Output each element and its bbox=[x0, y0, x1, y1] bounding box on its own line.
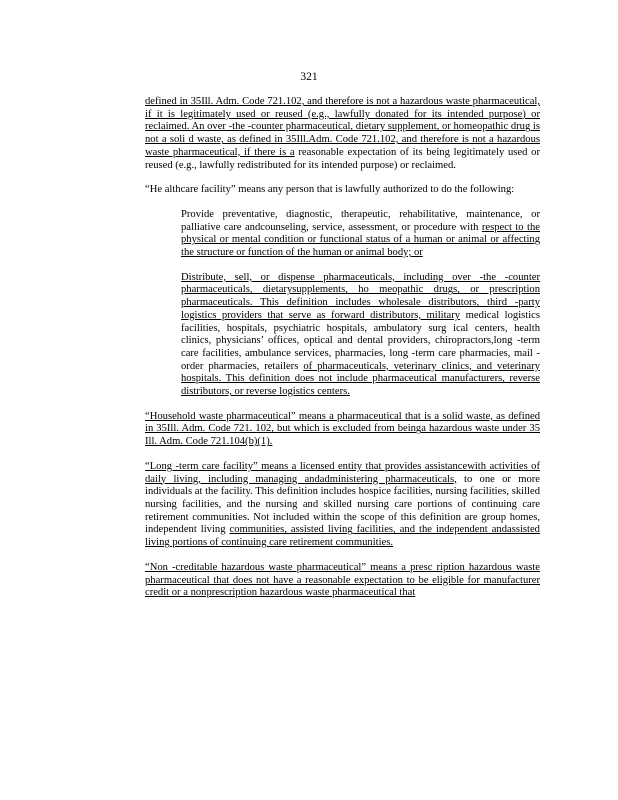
underlined-text: Distribute, sell, or dispense pharmaceuticals, including over -the -counter pharmaceuticals, dietarysupplements, ho meopathic drugs, or prescription pharmaceuticals. This definition includes wholesale distributors, third -party logistics providers that serve as forward distributors, military bbox=[181, 271, 540, 321]
paragraph-long-term-care bbox=[145, 461, 540, 550]
paragraph-non-creditable bbox=[145, 562, 540, 600]
underlined-text: of pharmaceuticals, veterinary clinics, and veterinary hospitals. This definition does not include pharmaceutical manufacturers, reverse distributors, or reverse logistics centers. bbox=[181, 360, 540, 398]
underlined-text: “Long -term care facility” means a licensed entity that provides assistancewith activities of daily living, including managing andadministering pharmaceuticals, bbox=[145, 460, 540, 485]
underlined-text: “Household waste pharmaceutical” means a pharmaceutical that is a solid waste, as defined in 35Ill. Adm. Code 721. 102, but which is excluded from beinga hazardous waste under 35 Ill. Adm. Code 721.104(b)(1). bbox=[145, 410, 540, 448]
document-body bbox=[145, 96, 540, 612]
plain-text: reasonable expectation of its being legitimately used or reused (e.g., lawfully redistributed for its intended purpose) or reclaimed. bbox=[145, 146, 540, 171]
paragraph-healthcare-facility bbox=[145, 184, 540, 197]
paragraph-household-waste bbox=[145, 411, 540, 449]
underlined-text: communities, assisted living facilities, and the independent andassisted living portions of continuing care retirement communities. bbox=[145, 524, 540, 549]
plain-text: medical logistics facilities, hospitals, psychiatric hospitals, ambulatory surg ical centers, health clinics, physicians’ offices, optical and dental providers, chiropractors,long -term care facilities, ambulance services, pharmacies, long -term care pharmacies, mail -order pharmacies, retailers bbox=[181, 309, 540, 372]
underlined-text: “Non -creditable hazardous waste pharmaceutical” means a presc ription hazardous waste pharmaceutical that does not have a reasonable expectation to be eligible for manufacturer credit or a nonprescription hazardous waste pharmaceutical that bbox=[145, 561, 540, 599]
plain-text: “He althcare facility” means any person that is lawfully authorized to do the following: bbox=[145, 184, 515, 196]
list-item-provide-care bbox=[181, 209, 540, 260]
paragraph-pharmaceutical-continuation bbox=[145, 96, 540, 172]
underlined-text: respect to the physical or mental condition or functional status of a human or animal or affecting the structure or function of the human or animal body; or bbox=[181, 221, 540, 259]
plain-text: to one or more individuals at the facility. This definition includes hospice facilities, nursing facilities, skilled nursing facilities, and the nursing and skilled nursing care portions of continuing care retirement communities. Not included within the scope of this definition are group homes, independent living bbox=[145, 473, 540, 536]
underlined-text: defined in 35Ill. Adm. Code 721.102, and therefore is not a hazardous waste pharmaceutical, if it is legitimately used or reused (e.g., lawfully donated for its intended purpose) or reclaimed. An over -the -counter pharmaceutical, dietary supplement, or homeopathic drug is not a soli d waste, as defined in 35Ill.Adm. Code 721.102, and therefore is not a hazardous waste pharmaceutical, if there is a bbox=[145, 96, 540, 158]
plain-text: Provide preventative, diagnostic, therapeutic, rehabilitative, maintenance, or palliative care andcounseling, service, assessment, or procedure with bbox=[181, 208, 540, 233]
list-item-distribute bbox=[181, 272, 540, 399]
page-number: 321 bbox=[300, 71, 318, 83]
